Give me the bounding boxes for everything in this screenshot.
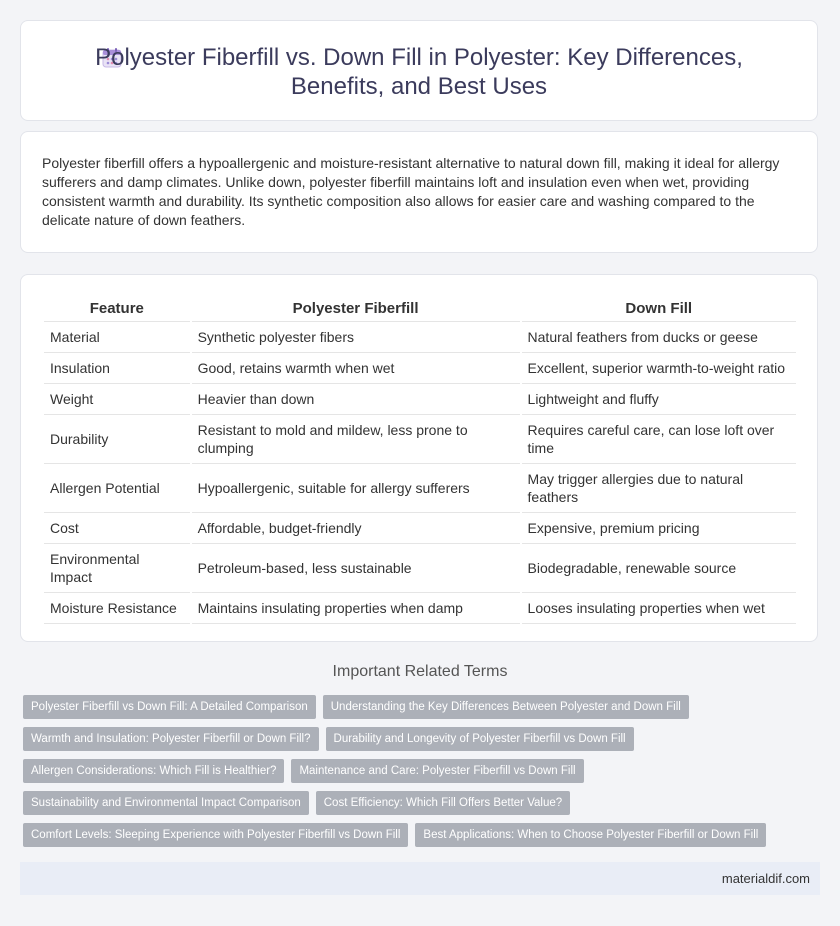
- table-row: [44, 353, 796, 384]
- related-term-link[interactable]: Comfort Levels: Sleeping Experience with Polyester Fiberfill vs Down Fill: [23, 823, 408, 847]
- tag-row: [23, 695, 803, 719]
- table-cell: Excellent, superior warmth-to-weight ratio: [522, 353, 796, 384]
- related-term-link[interactable]: Sustainability and Environmental Impact Comparison: [23, 791, 309, 815]
- table-row: [44, 593, 796, 624]
- related-term-link[interactable]: Polyester Fiberfill vs Down Fill: A Detailed Comparison: [23, 695, 316, 719]
- footer: [20, 862, 820, 895]
- table-cell: Insulation: [44, 353, 190, 384]
- table-cell: Synthetic polyester fibers: [192, 322, 520, 353]
- table-cell: Petroleum-based, less sustainable: [192, 544, 520, 593]
- table-cell: Good, retains warmth when wet: [192, 353, 520, 384]
- related-term-link[interactable]: Maintenance and Care: Polyester Fiberfill vs Down Fill: [291, 759, 583, 783]
- tag-row: [23, 823, 803, 847]
- related-terms-list: [23, 695, 803, 855]
- comparison-card: [20, 274, 818, 642]
- intro-paragraph: Polyester fiberfill offers a hypoallergenic and moisture-resistant alternative to natural down fill, making it ideal for allergy sufferers and damp climates. Unlike down, polyester fiberfill maintains loft and insulation even when wet, providing consistent warmth and durability. Its synthetic composition also allows for easier care and washing compared to the delicate nature of down feathers.: [42, 155, 780, 228]
- table-header-row: [44, 295, 796, 322]
- table-cell: Natural feathers from ducks or geese: [522, 322, 796, 353]
- table-cell: Lightweight and fluffy: [522, 384, 796, 415]
- tag-row: [23, 759, 803, 783]
- table-cell: Heavier than down: [192, 384, 520, 415]
- table-row: [44, 384, 796, 415]
- table-cell: Environmental Impact: [44, 544, 190, 593]
- table-cell: Material: [44, 322, 190, 353]
- table-header-polyester: Polyester Fiberfill: [192, 295, 520, 322]
- related-terms-title: Important Related Terms: [332, 663, 508, 680]
- table-row: [44, 464, 796, 513]
- related-term-link[interactable]: Understanding the Key Differences Between Polyester and Down Fill: [323, 695, 689, 719]
- table-cell: Affordable, budget-friendly: [192, 513, 520, 544]
- table-row: [44, 322, 796, 353]
- tag-row: [23, 791, 803, 815]
- comparison-table: [42, 295, 798, 624]
- related-term-link[interactable]: Durability and Longevity of Polyester Fiberfill vs Down Fill: [326, 727, 634, 751]
- related-term-link[interactable]: Warmth and Insulation: Polyester Fiberfill or Down Fill?: [23, 727, 319, 751]
- table-row: [44, 544, 796, 593]
- table-cell: Durability: [44, 415, 190, 464]
- table-cell: Allergen Potential: [44, 464, 190, 513]
- related-term-link[interactable]: Allergen Considerations: Which Fill is Healthier?: [23, 759, 284, 783]
- table-row: [44, 415, 796, 464]
- page-title-line1: Polyester Fiberfill vs. Down Fill in Polyester: Key Differences,: [95, 44, 743, 71]
- table-cell: May trigger allergies due to natural feathers: [522, 464, 796, 513]
- table-cell: Cost: [44, 513, 190, 544]
- table-cell: Maintains insulating properties when damp: [192, 593, 520, 624]
- intro-card: [20, 131, 818, 253]
- table-header-feature: Feature: [44, 295, 190, 322]
- footer-site-link[interactable]: materialdif.com: [721, 871, 810, 886]
- tag-row: [23, 727, 803, 751]
- table-header-down: Down Fill: [522, 295, 796, 322]
- table-cell: Hypoallergenic, suitable for allergy sufferers: [192, 464, 520, 513]
- page-title: [21, 43, 817, 101]
- table-row: [44, 513, 796, 544]
- table-cell: Biodegradable, renewable source: [522, 544, 796, 593]
- table-cell: Resistant to mold and mildew, less prone to clumping: [192, 415, 520, 464]
- table-cell: Requires careful care, can lose loft over time: [522, 415, 796, 464]
- table-cell: Moisture Resistance: [44, 593, 190, 624]
- related-term-link[interactable]: Cost Efficiency: Which Fill Offers Better Value?: [316, 791, 570, 815]
- table-cell: Expensive, premium pricing: [522, 513, 796, 544]
- related-term-link[interactable]: Best Applications: When to Choose Polyester Fiberfill or Down Fill: [415, 823, 766, 847]
- header-card: [20, 20, 818, 121]
- table-cell: Weight: [44, 384, 190, 415]
- table-cell: Looses insulating properties when wet: [522, 593, 796, 624]
- page-title-line2: Benefits, and Best Uses: [290, 73, 548, 100]
